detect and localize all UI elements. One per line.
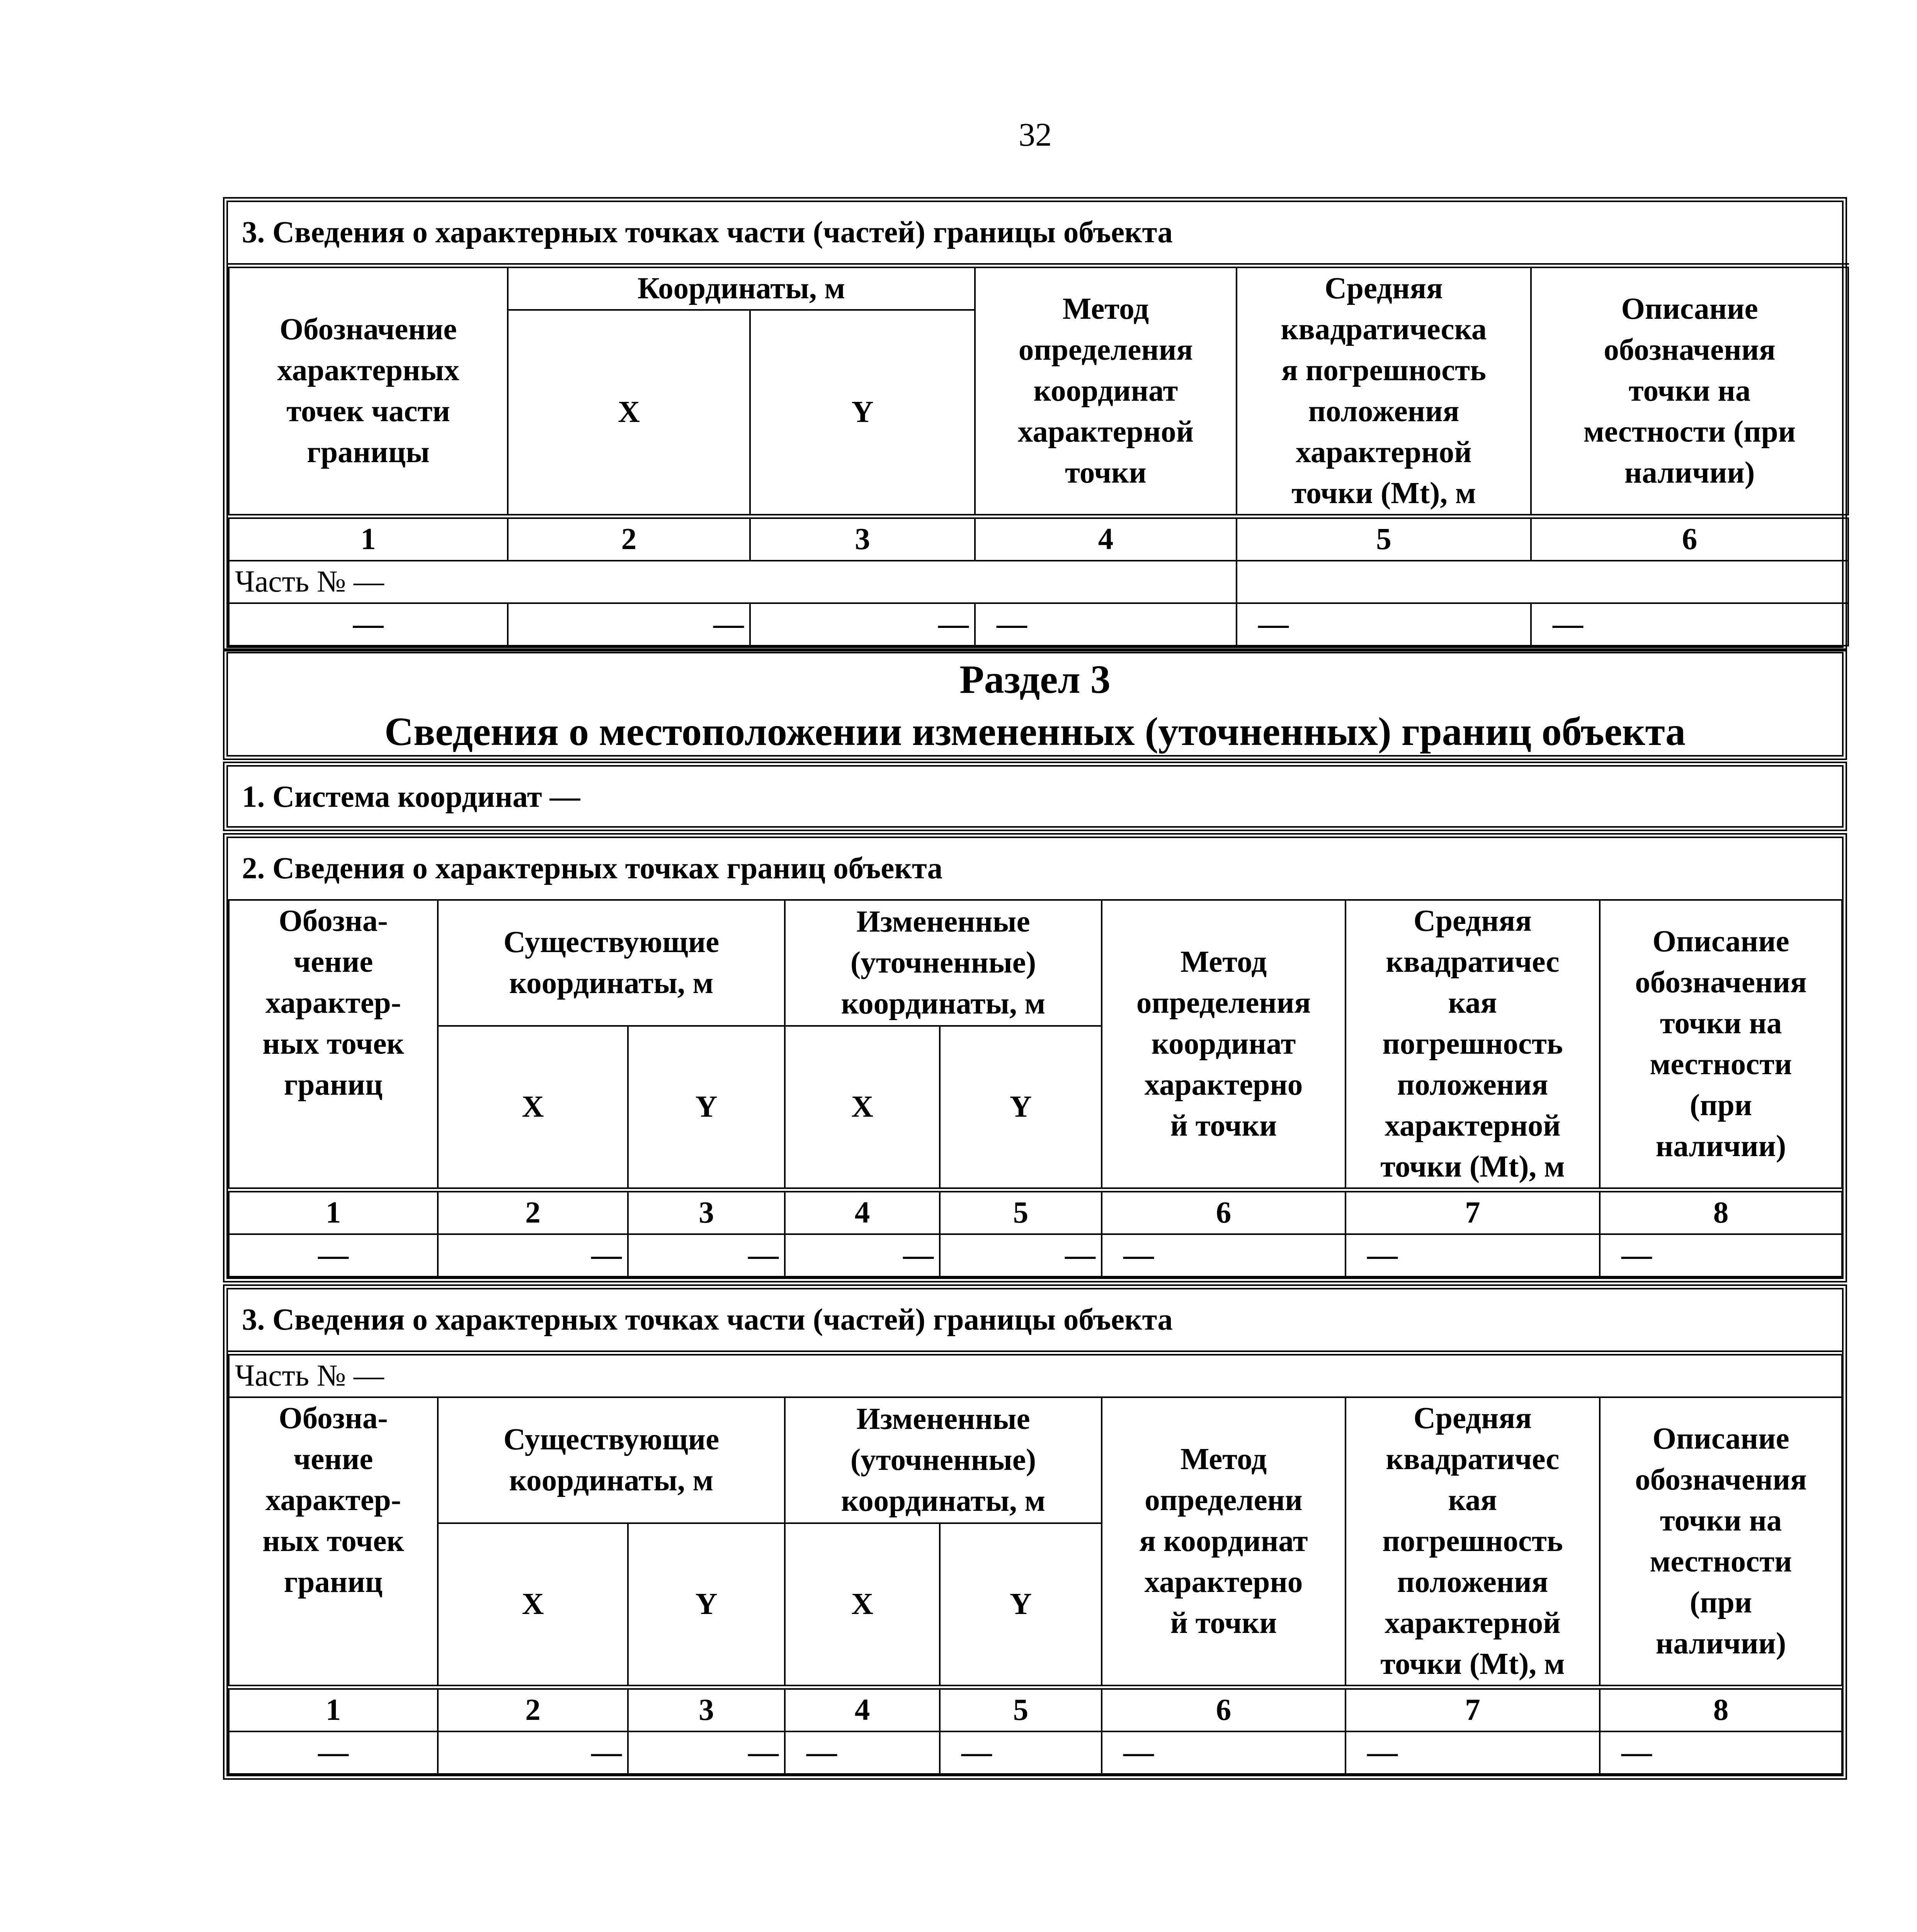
dash-cell: —	[1600, 1234, 1842, 1277]
col-number: 4	[785, 1687, 940, 1732]
col-number: 8	[1600, 1687, 1842, 1732]
header-y: Y	[750, 310, 975, 516]
dash-cell: —	[438, 1731, 628, 1774]
header-description: Описание обозначения точки на местности (при наличии)	[1600, 900, 1842, 1190]
header-y: Y	[940, 1523, 1102, 1687]
header-changed: Измененные (уточненные) координаты, м	[785, 1397, 1102, 1523]
header-changed: Измененные (уточненные) координаты, м	[785, 900, 1102, 1026]
col-number: 3	[628, 1687, 785, 1732]
section-subtitle: Сведения о местоположении измененных (уточненных) границ объекта	[384, 709, 1686, 754]
header-existing: Существующие координаты, м	[438, 900, 785, 1026]
dash-cell: —	[785, 1234, 940, 1277]
header-x: X	[438, 1523, 628, 1687]
header-y: Y	[628, 1026, 785, 1190]
header-designation: Обозна- чение характер- ных точек границ	[229, 1397, 438, 1687]
col-number: 2	[438, 1190, 628, 1235]
header-y: Y	[628, 1523, 785, 1687]
header-designation: Обозначение характерных точек части границы	[229, 266, 508, 517]
col-number: 6	[1102, 1687, 1345, 1732]
coord-system-block	[223, 762, 1847, 831]
col-number: 1	[229, 517, 508, 561]
col-number: 8	[1600, 1190, 1842, 1235]
dash-cell: —	[1345, 1731, 1600, 1774]
col-number: 3	[628, 1190, 785, 1235]
col-number: 7	[1345, 1687, 1600, 1732]
part-boundary-points-table	[223, 1284, 1847, 1780]
section-title: 3. Сведения о характерных точках части (частей) границы объекта	[242, 216, 1173, 249]
dash-cell: —	[1237, 603, 1531, 646]
dash-cell: —	[1531, 603, 1848, 646]
page-number: 32	[1019, 116, 1052, 153]
coord-system: 1. Система координат —	[242, 780, 580, 814]
section-title: 2. Сведения о характерных точках границ объекта	[242, 852, 943, 885]
dash-cell: —	[229, 1731, 438, 1774]
section-heading	[223, 648, 1847, 760]
section-title: Раздел 3	[959, 657, 1111, 702]
col-number: 5	[1237, 517, 1531, 561]
header-error: Средняя квадратичес кая погрешность положения характерной точки (Mt), м	[1345, 900, 1600, 1190]
dash-cell: —	[628, 1731, 785, 1774]
header-method: Метод определени я координат характерно й точки	[1102, 1397, 1345, 1687]
dash-cell: —	[1102, 1234, 1345, 1277]
col-number: 5	[940, 1190, 1102, 1235]
header-existing: Существующие координаты, м	[438, 1397, 785, 1523]
part-label: Часть № —	[229, 561, 1237, 603]
header-method: Метод определения координат характерной точки	[975, 266, 1237, 517]
col-number: 6	[1531, 517, 1848, 561]
header-error: Средняя квадратичес кая погрешность положения характерной точки (Mt), м	[1345, 1397, 1600, 1687]
header-x: X	[785, 1523, 940, 1687]
header-y: Y	[940, 1026, 1102, 1190]
dash-cell: —	[1600, 1731, 1842, 1774]
header-method: Метод определения координат характерно й точки	[1102, 900, 1345, 1190]
header-description: Описание обозначения точки на местности (при наличии)	[1531, 266, 1848, 517]
dash-cell: —	[438, 1234, 628, 1277]
part-label: Часть № —	[229, 1353, 1842, 1398]
dash-cell: —	[229, 603, 508, 646]
boundary-points-table	[223, 833, 1847, 1282]
col-number: 4	[975, 517, 1237, 561]
col-number: 3	[750, 517, 975, 561]
empty-cell	[1237, 561, 1848, 603]
header-x: X	[508, 310, 750, 516]
col-number: 5	[940, 1687, 1102, 1732]
part-points-table	[223, 197, 1847, 651]
header-x: X	[785, 1026, 940, 1190]
col-number: 1	[229, 1190, 438, 1235]
dash-cell: —	[229, 1234, 438, 1277]
dash-cell: —	[508, 603, 750, 646]
col-number: 4	[785, 1190, 940, 1235]
dash-cell: —	[628, 1234, 785, 1277]
col-number: 1	[229, 1687, 438, 1732]
section-title: 3. Сведения о характерных точках части (частей) границы объекта	[242, 1303, 1173, 1337]
col-number: 2	[508, 517, 750, 561]
header-coordinates: Координаты, м	[508, 266, 975, 310]
dash-cell: —	[975, 603, 1237, 646]
header-description: Описание обозначения точки на местности (при наличии)	[1600, 1397, 1842, 1687]
dash-cell: —	[750, 603, 975, 646]
col-number: 6	[1102, 1190, 1345, 1235]
col-number: 7	[1345, 1190, 1600, 1235]
dash-cell: —	[1345, 1234, 1600, 1277]
header-designation: Обозна- чение характер- ных точек границ	[229, 900, 438, 1190]
dash-cell: —	[940, 1731, 1102, 1774]
dash-cell: —	[940, 1234, 1102, 1277]
col-number: 2	[438, 1687, 628, 1732]
header-x: X	[438, 1026, 628, 1190]
header-error: Средняя квадратическа я погрешность положения характерной точки (Mt), м	[1237, 266, 1531, 517]
dash-cell: —	[1102, 1731, 1345, 1774]
dash-cell: —	[785, 1731, 940, 1774]
